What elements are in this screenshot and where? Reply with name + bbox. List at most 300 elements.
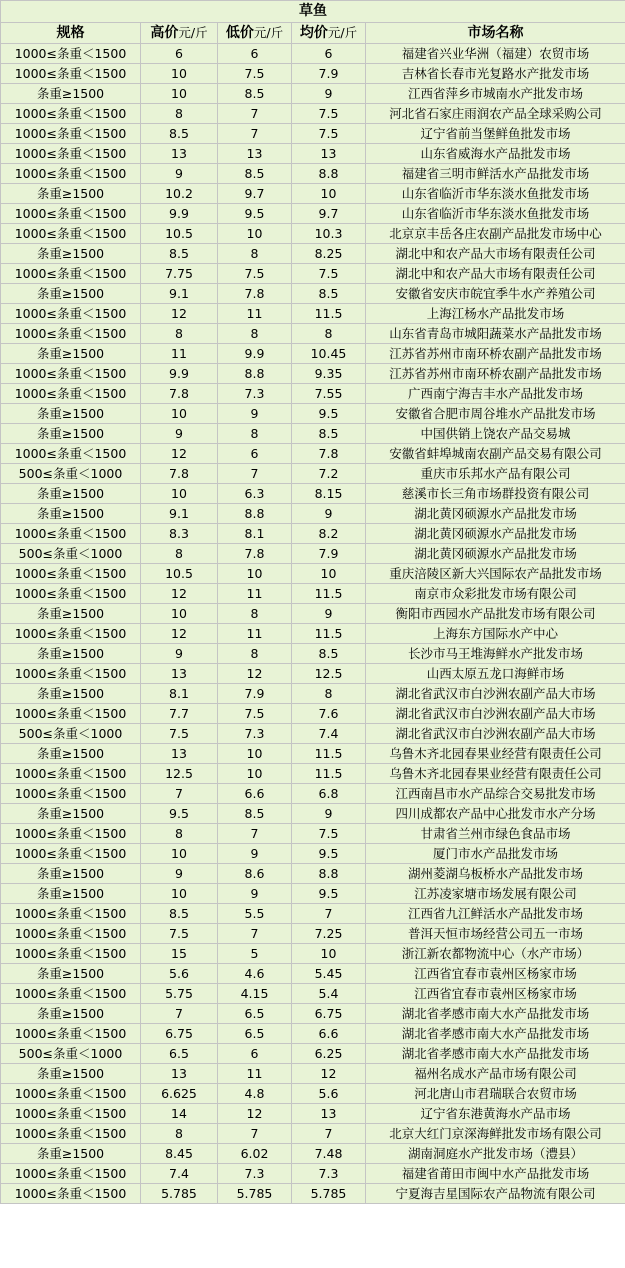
cell-high: 7 [141,1004,218,1024]
cell-avg: 7.25 [292,924,366,944]
cell-low: 8.5 [218,84,292,104]
table-row [1,664,625,684]
cell-high: 9.9 [141,364,218,384]
cell-high: 5.75 [141,984,218,1004]
cell-market: 江西省萍乡市城南水产批发市场 [366,84,625,104]
cell-avg: 5.4 [292,984,366,1004]
table-row [1,364,625,384]
cell-low: 8 [218,424,292,444]
cell-high: 7.5 [141,724,218,744]
cell-market: 湖北中和农产品大市场有限责任公司 [366,264,625,284]
cell-market: 江西南昌市水产品综合交易批发市场 [366,784,625,804]
table-row [1,524,625,544]
cell-avg: 8.5 [292,424,366,444]
cell-high: 8 [141,824,218,844]
cell-low: 10 [218,744,292,764]
table-row [1,84,625,104]
cell-low: 9.9 [218,344,292,364]
cell-spec: 条重≥1500 [1,1144,141,1164]
cell-high: 12 [141,304,218,324]
cell-market: 江苏省苏州市南环桥农副产品批发市场 [366,344,625,364]
table-row [1,744,625,764]
table-row [1,624,625,644]
cell-high: 12 [141,624,218,644]
cell-high: 7 [141,784,218,804]
cell-market: 辽宁省前当堡鲜鱼批发市场 [366,124,625,144]
cell-high: 9 [141,424,218,444]
cell-high: 13 [141,1064,218,1084]
cell-high: 9 [141,644,218,664]
cell-market: 江西省九江鲜活水产品批发市场 [366,904,625,924]
cell-low: 5 [218,944,292,964]
cell-low: 9 [218,404,292,424]
cell-low: 7.3 [218,384,292,404]
table-row [1,144,625,164]
cell-market: 湖北省武汉市白沙洲农副产品大市场 [366,724,625,744]
cell-market: 南京市众彩批发市场有限公司 [366,584,625,604]
cell-low: 9.5 [218,204,292,224]
header-avg [292,23,366,44]
cell-spec: 1000≤条重＜1500 [1,1104,141,1124]
cell-avg: 6.6 [292,1024,366,1044]
cell-avg: 9 [292,604,366,624]
cell-spec: 1000≤条重＜1500 [1,764,141,784]
cell-market: 上海江杨水产品批发市场 [366,304,625,324]
cell-high: 6 [141,44,218,64]
cell-high: 14 [141,1104,218,1124]
cell-high: 10 [141,84,218,104]
cell-spec: 1000≤条重＜1500 [1,784,141,804]
table-row [1,924,625,944]
cell-spec: 1000≤条重＜1500 [1,304,141,324]
cell-avg: 5.6 [292,1084,366,1104]
cell-market: 山东省威海水产品批发市场 [366,144,625,164]
cell-high: 8 [141,324,218,344]
table-row [1,544,625,564]
table-row [1,224,625,244]
cell-spec: 1000≤条重＜1500 [1,1184,141,1204]
cell-avg: 8 [292,684,366,704]
table-row [1,104,625,124]
cell-avg: 11.5 [292,624,366,644]
cell-avg: 7.55 [292,384,366,404]
cell-spec: 1000≤条重＜1500 [1,824,141,844]
cell-low: 10 [218,564,292,584]
table-row [1,724,625,744]
cell-market: 江西省宜春市袁州区杨家市场 [366,984,625,1004]
table-row [1,584,625,604]
cell-low: 6.5 [218,1024,292,1044]
cell-market: 福建省兴业华洲（福建）农贸市场 [366,44,625,64]
cell-avg: 9 [292,504,366,524]
cell-low: 9 [218,844,292,864]
table-row [1,1184,625,1204]
table-row [1,384,625,404]
cell-low: 8.5 [218,164,292,184]
cell-market: 江苏省苏州市南环桥农副产品批发市场 [366,364,625,384]
cell-avg: 8.15 [292,484,366,504]
cell-market: 宁夏海吉星国际农产品物流有限公司 [366,1184,625,1204]
cell-market: 山东省临沂市华东淡水鱼批发市场 [366,184,625,204]
cell-spec: 1000≤条重＜1500 [1,324,141,344]
cell-low: 8.8 [218,364,292,384]
cell-avg: 8 [292,324,366,344]
cell-avg: 8.5 [292,284,366,304]
cell-avg: 7.5 [292,124,366,144]
table-row [1,1024,625,1044]
cell-market: 湖北省武汉市白沙洲农副产品大市场 [366,684,625,704]
cell-avg: 7.48 [292,1144,366,1164]
cell-high: 8.1 [141,684,218,704]
table-row [1,1104,625,1124]
table-row [1,1164,625,1184]
cell-low: 7.8 [218,544,292,564]
cell-market: 山西太原五龙口海鲜市场 [366,664,625,684]
cell-avg: 7.5 [292,264,366,284]
cell-avg: 10 [292,184,366,204]
cell-market: 福建省三明市鲜活水产品批发市场 [366,164,625,184]
cell-market: 福州名成水产品市场有限公司 [366,1064,625,1084]
cell-market: 湖南洞庭水产批发市场（澧县） [366,1144,625,1164]
cell-spec: 500≤条重＜1000 [1,724,141,744]
cell-low: 7 [218,464,292,484]
table-row [1,264,625,284]
cell-low: 10 [218,764,292,784]
cell-avg: 7.8 [292,444,366,464]
table-row [1,64,625,84]
cell-low: 7 [218,824,292,844]
cell-high: 7.8 [141,384,218,404]
cell-spec: 条重≥1500 [1,684,141,704]
cell-spec: 1000≤条重＜1500 [1,264,141,284]
cell-market: 广西南宁海吉丰水产品批发市场 [366,384,625,404]
cell-spec: 条重≥1500 [1,1004,141,1024]
cell-low: 7.5 [218,264,292,284]
cell-low: 9.7 [218,184,292,204]
cell-high: 15 [141,944,218,964]
cell-high: 10 [141,884,218,904]
table-row [1,864,625,884]
cell-high: 8.45 [141,1144,218,1164]
cell-market: 湖北省武汉市白沙洲农副产品大市场 [366,704,625,724]
cell-avg: 8.8 [292,164,366,184]
cell-low: 7 [218,924,292,944]
cell-avg: 12.5 [292,664,366,684]
cell-market: 长沙市马王堆海鲜水产批发市场 [366,644,625,664]
table-row [1,764,625,784]
title-row [1,1,625,23]
cell-spec: 条重≥1500 [1,804,141,824]
cell-spec: 1000≤条重＜1500 [1,1124,141,1144]
cell-avg: 9 [292,804,366,824]
cell-spec: 1000≤条重＜1500 [1,944,141,964]
cell-low: 8.5 [218,804,292,824]
table-row [1,984,625,1004]
cell-avg: 6.75 [292,1004,366,1024]
cell-market: 湖北省孝感市南大水产品批发市场 [366,1044,625,1064]
cell-low: 7.5 [218,704,292,724]
cell-avg: 9 [292,84,366,104]
cell-avg: 11.5 [292,584,366,604]
table-row [1,344,625,364]
cell-avg: 7.5 [292,104,366,124]
cell-low: 11 [218,1064,292,1084]
cell-market: 湖北黄冈硕源水产品批发市场 [366,544,625,564]
cell-spec: 1000≤条重＜1500 [1,984,141,1004]
table-row [1,284,625,304]
cell-spec: 条重≥1500 [1,484,141,504]
cell-market: 吉林省长春市光复路水产批发市场 [366,64,625,84]
table-row [1,844,625,864]
cell-spec: 1000≤条重＜1500 [1,64,141,84]
cell-spec: 1000≤条重＜1500 [1,384,141,404]
cell-low: 6 [218,444,292,464]
cell-spec: 1000≤条重＜1500 [1,1024,141,1044]
cell-low: 11 [218,624,292,644]
cell-avg: 7.9 [292,544,366,564]
table-row [1,44,625,64]
cell-market: 河北唐山市君瑞联合农贸市场 [366,1084,625,1104]
cell-market: 江苏凌家塘市场发展有限公司 [366,884,625,904]
cell-high: 8 [141,544,218,564]
cell-spec: 条重≥1500 [1,404,141,424]
cell-spec: 条重≥1500 [1,644,141,664]
cell-spec: 500≤条重＜1000 [1,544,141,564]
cell-spec: 1000≤条重＜1500 [1,584,141,604]
cell-avg: 11.5 [292,764,366,784]
table-row [1,1004,625,1024]
cell-avg: 11.5 [292,744,366,764]
cell-spec: 条重≥1500 [1,344,141,364]
cell-market: 重庆市乐邦水产品有限公司 [366,464,625,484]
cell-spec: 1000≤条重＜1500 [1,624,141,644]
cell-high: 7.5 [141,924,218,944]
cell-high: 6.625 [141,1084,218,1104]
cell-low: 7.9 [218,684,292,704]
cell-market: 重庆涪陵区新大兴国际农产品批发市场 [366,564,625,584]
cell-low: 5.5 [218,904,292,924]
cell-low: 4.8 [218,1084,292,1104]
table-row [1,684,625,704]
table-row [1,244,625,264]
cell-avg: 7 [292,1124,366,1144]
cell-market: 福建省莆田市闽中水产品批发市场 [366,1164,625,1184]
cell-market: 湖北省孝感市南大水产品批发市场 [366,1004,625,1024]
cell-high: 13 [141,744,218,764]
cell-low: 8 [218,244,292,264]
cell-avg: 7.6 [292,704,366,724]
cell-avg: 10.45 [292,344,366,364]
table-row [1,444,625,464]
cell-high: 10 [141,484,218,504]
cell-high: 5.785 [141,1184,218,1204]
cell-spec: 1000≤条重＜1500 [1,904,141,924]
cell-high: 10 [141,604,218,624]
cell-high: 7.8 [141,464,218,484]
cell-low: 10 [218,224,292,244]
header-high-label: 高价 [150,25,179,41]
cell-low: 6.02 [218,1144,292,1164]
cell-spec: 1000≤条重＜1500 [1,664,141,684]
table-row [1,1044,625,1064]
table-row [1,704,625,724]
cell-spec: 1000≤条重＜1500 [1,164,141,184]
cell-spec: 1000≤条重＜1500 [1,124,141,144]
cell-market: 北京京丰岳各庄农副产品批发市场中心 [366,224,625,244]
cell-low: 7.5 [218,64,292,84]
cell-low: 7 [218,104,292,124]
table-row [1,464,625,484]
cell-market: 中国供销上饶农产品交易城 [366,424,625,444]
cell-avg: 11.5 [292,304,366,324]
table-row [1,964,625,984]
cell-low: 12 [218,1104,292,1124]
cell-avg: 5.45 [292,964,366,984]
cell-low: 8 [218,644,292,664]
table-row [1,404,625,424]
cell-low: 6 [218,1044,292,1064]
table-row [1,184,625,204]
cell-market: 江西省宜春市袁州区杨家市场 [366,964,625,984]
cell-high: 8.5 [141,904,218,924]
table-row [1,1144,625,1164]
header-high [141,23,218,44]
cell-spec: 500≤条重＜1000 [1,1044,141,1064]
cell-spec: 条重≥1500 [1,184,141,204]
cell-market: 四川成都农产品中心批发市水产分场 [366,804,625,824]
cell-spec: 1000≤条重＜1500 [1,144,141,164]
cell-avg: 8.5 [292,644,366,664]
header-avg-label: 均价 [299,25,328,41]
cell-high: 6.75 [141,1024,218,1044]
cell-high: 7.75 [141,264,218,284]
cell-high: 7.7 [141,704,218,724]
cell-high: 13 [141,664,218,684]
table-row [1,564,625,584]
cell-market: 厦门市水产品批发市场 [366,844,625,864]
header-avg-unit: 元/斤 [327,25,358,40]
cell-spec: 1000≤条重＜1500 [1,704,141,724]
cell-spec: 条重≥1500 [1,604,141,624]
cell-high: 7.4 [141,1164,218,1184]
cell-high: 9 [141,164,218,184]
cell-market: 安徽省安庆市皖宜季牛水产养殖公司 [366,284,625,304]
cell-market: 慈溪市长三角市场群投资有限公司 [366,484,625,504]
cell-spec: 条重≥1500 [1,244,141,264]
cell-avg: 7.3 [292,1164,366,1184]
cell-market: 北京大红门京深海鲜批发市场有限公司 [366,1124,625,1144]
cell-low: 6.6 [218,784,292,804]
cell-low: 11 [218,304,292,324]
table-body [1,44,625,1204]
cell-avg: 9.5 [292,884,366,904]
cell-high: 12 [141,444,218,464]
cell-market: 衡阳市西园水产品批发市场有限公司 [366,604,625,624]
cell-spec: 条重≥1500 [1,504,141,524]
table-row [1,1084,625,1104]
cell-high: 6.5 [141,1044,218,1064]
table-row [1,644,625,664]
cell-avg: 13 [292,144,366,164]
table-row [1,904,625,924]
table-row [1,944,625,964]
table-row [1,824,625,844]
cell-spec: 1000≤条重＜1500 [1,924,141,944]
cell-low: 9 [218,884,292,904]
cell-spec: 500≤条重＜1000 [1,464,141,484]
cell-spec: 条重≥1500 [1,744,141,764]
cell-high: 9.1 [141,504,218,524]
header-low [218,23,292,44]
cell-market: 上海东方国际水产中心 [366,624,625,644]
cell-avg: 10 [292,564,366,584]
cell-avg: 10 [292,944,366,964]
cell-high: 12.5 [141,764,218,784]
cell-spec: 1000≤条重＜1500 [1,44,141,64]
header-row [1,23,625,44]
cell-avg: 12 [292,1064,366,1084]
cell-avg: 7.5 [292,824,366,844]
table-row [1,424,625,444]
cell-low: 8.8 [218,504,292,524]
cell-low: 6 [218,44,292,64]
cell-spec: 条重≥1500 [1,884,141,904]
header-high-unit: 元/斤 [178,25,208,40]
cell-high: 5.6 [141,964,218,984]
cell-avg: 7 [292,904,366,924]
table-row [1,484,625,504]
cell-avg: 10.3 [292,224,366,244]
cell-spec: 1000≤条重＜1500 [1,564,141,584]
header-low-unit: 元/斤 [253,25,284,40]
cell-market: 乌鲁木齐北园春果业经营有限责任公司 [366,744,625,764]
table-row [1,604,625,624]
cell-low: 8 [218,604,292,624]
cell-low: 5.785 [218,1184,292,1204]
cell-low: 8.6 [218,864,292,884]
table-row [1,204,625,224]
cell-high: 8.3 [141,524,218,544]
cell-avg: 9.35 [292,364,366,384]
cell-high: 12 [141,584,218,604]
cell-spec: 1000≤条重＜1500 [1,1164,141,1184]
cell-spec: 条重≥1500 [1,84,141,104]
cell-low: 8.1 [218,524,292,544]
cell-market: 河北省石家庄雨润农产品全球采购公司 [366,104,625,124]
cell-low: 7.3 [218,1164,292,1184]
table-row [1,1124,625,1144]
cell-spec: 1000≤条重＜1500 [1,104,141,124]
table-row [1,164,625,184]
cell-market: 山东省青岛市城阳蔬菜水产品批发市场 [366,324,625,344]
cell-low: 6.5 [218,1004,292,1024]
cell-high: 10 [141,64,218,84]
cell-low: 7.3 [218,724,292,744]
cell-market: 普洱天恒市场经营公司五一市场 [366,924,625,944]
cell-spec: 1000≤条重＜1500 [1,1084,141,1104]
cell-high: 10.5 [141,564,218,584]
cell-spec: 条重≥1500 [1,424,141,444]
cell-high: 8.5 [141,244,218,264]
cell-high: 9.5 [141,804,218,824]
cell-high: 9.9 [141,204,218,224]
cell-low: 4.15 [218,984,292,1004]
table-row [1,504,625,524]
cell-low: 7.8 [218,284,292,304]
cell-market: 湖北黄冈硕源水产品批发市场 [366,524,625,544]
cell-high: 9.1 [141,284,218,304]
cell-market: 湖州菱湖乌板桥水产品批发市场 [366,864,625,884]
